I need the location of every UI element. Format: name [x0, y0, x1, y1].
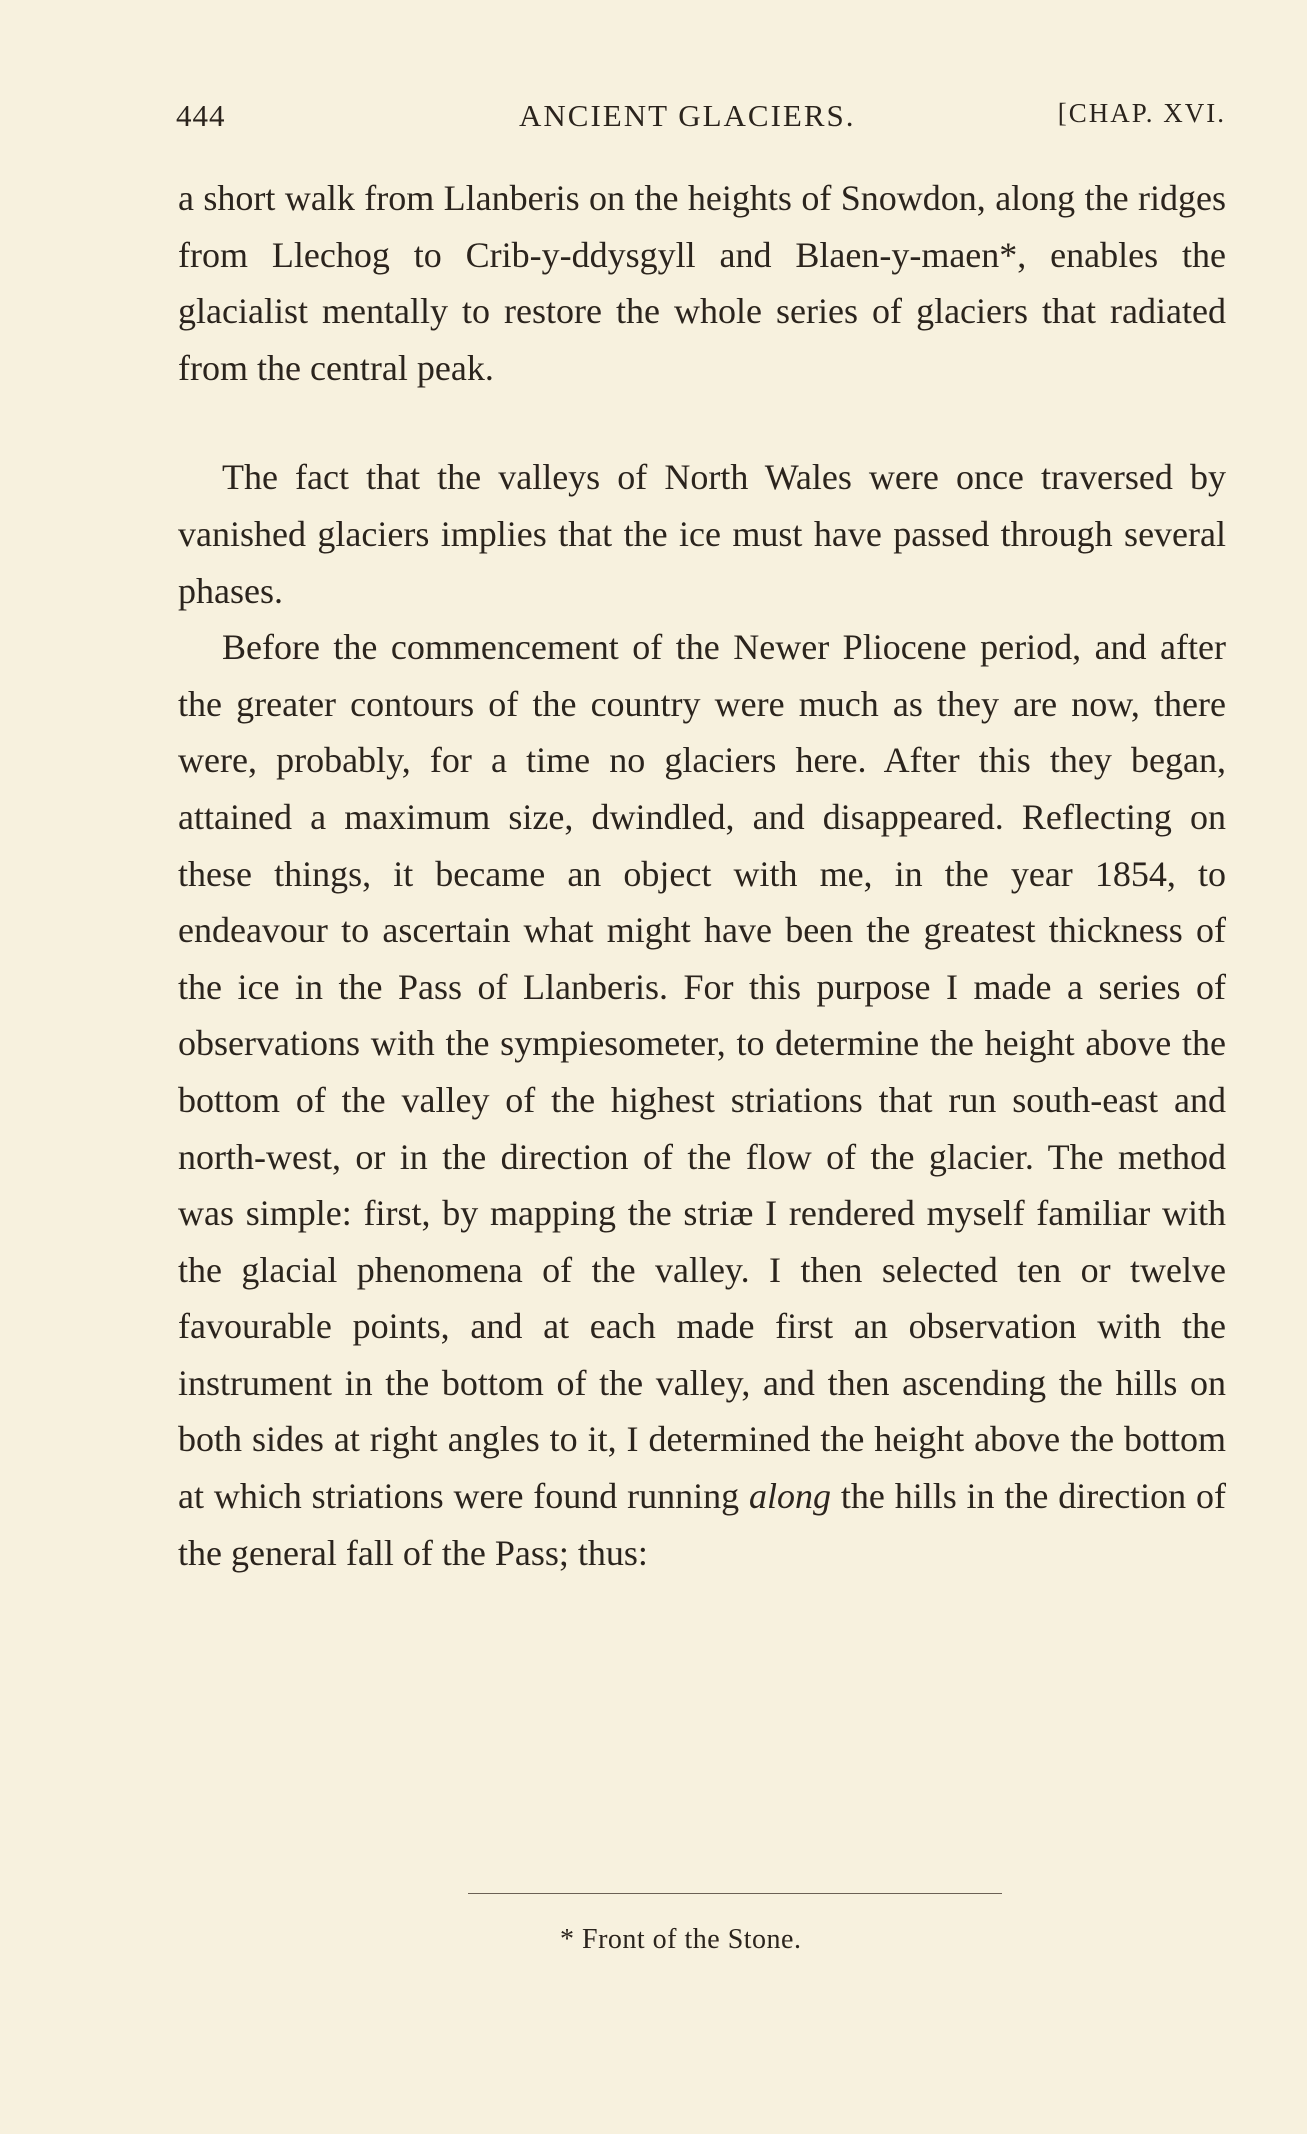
running-head	[176, 98, 1226, 138]
footnote: * Front of the Stone.	[560, 1924, 802, 1955]
emphasis-along: along	[748, 1476, 831, 1517]
paragraph-observations	[178, 619, 1226, 1581]
footnote-rule	[468, 1893, 1002, 1894]
paragraph-north-wales: The fact that the valleys of North Wales were once traversed by vanished glaciers implies that the ice must have passed through several phases.	[178, 457, 1226, 611]
page-number: 444	[176, 98, 226, 133]
running-title: ANCIENT GLACIERS.	[519, 98, 856, 133]
paragraph-observations-text: Before the commencement of the Newer Pliocene period, and after the greater contours of the country were much as they are now, there were, probably, for a time no glaciers here. After this they began, attained a maximum size, dwindled, and disappeared. Reflecting on these things, it became an object with me, in the year 1854, to endeavour to ascertain what might have been the greatest thickness of the ice in the Pass of Llanberis. For this purpose I made a series of observations with the sympiesometer, to determine the height above the bottom of the valley of the highest striations that run south-east and north-west, or in the direction of the flow of the glacier. The method was simple: first, by mapping the striæ I rendered myself familiar with the glacial phenomena of the valley. I then selected ten or twelve favourable points, and at each made first an observation with the instrument in the bottom of the valley, and then ascending the hills on both sides at right angles to it, I determined the height above the bottom at which striations were found running	[178, 627, 1226, 1517]
paragraph-continued: a short walk from Llanberis on the heights of Snowdon, along the ridges from Llechog to Crib-y-ddysgyll and Blaen-y-maen*, enables the glacialist mentally to restore the whole series of glaciers that radiated from the central peak.	[178, 178, 1226, 388]
body-text	[178, 170, 1226, 1581]
chapter-reference: [CHAP. XVI.	[1057, 98, 1226, 128]
paragraph-observations-ending: the hills in the direction of the general fall of the Pass; thus:	[178, 1476, 1227, 1573]
